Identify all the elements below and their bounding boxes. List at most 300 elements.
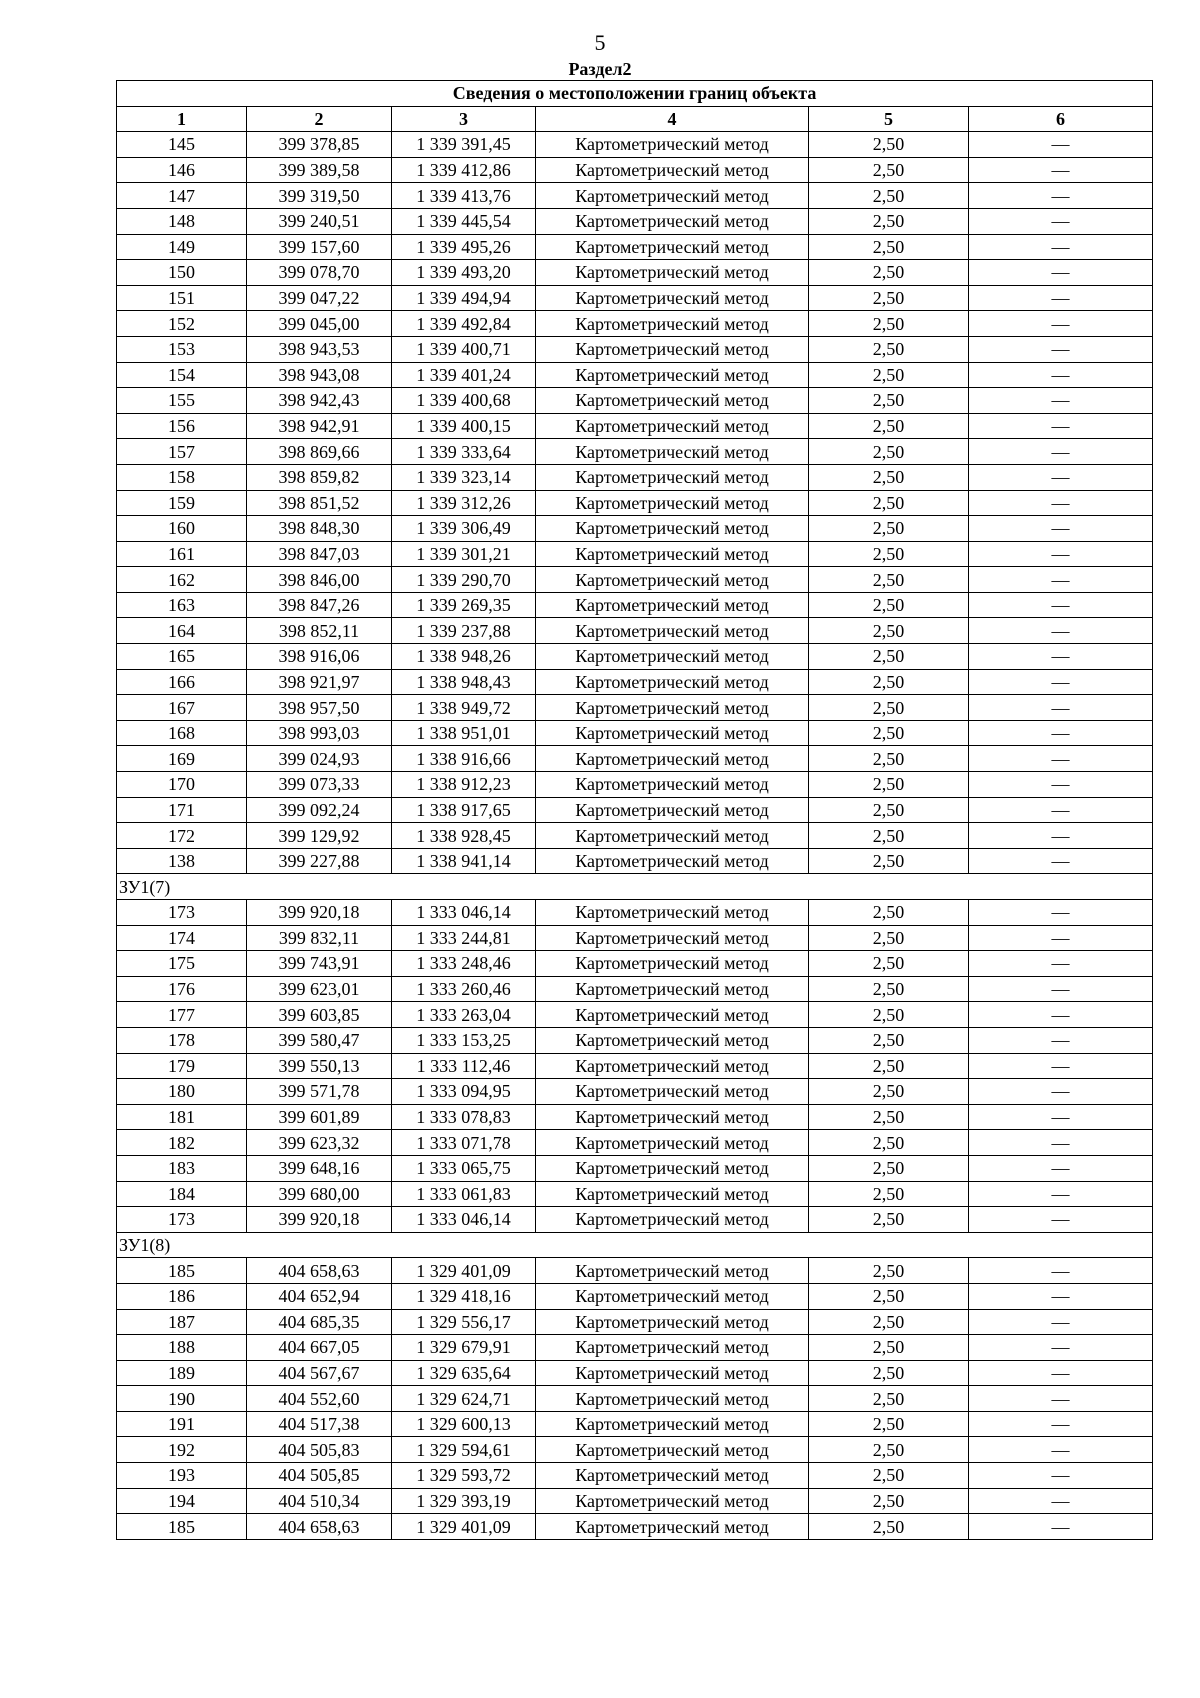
method-cell: Картометрический метод — [536, 1283, 809, 1309]
x-coordinate-cell: 404 658,63 — [247, 1258, 392, 1284]
table-row — [117, 285, 1153, 311]
description-cell: — — [969, 311, 1153, 337]
table-row — [117, 951, 1153, 977]
table-row — [117, 157, 1153, 183]
x-coordinate-cell: 399 601,89 — [247, 1104, 392, 1130]
method-cell: Картометрический метод — [536, 848, 809, 874]
y-coordinate-cell: 1 338 912,23 — [392, 772, 536, 798]
accuracy-cell: 2,50 — [809, 900, 969, 926]
table-row — [117, 848, 1153, 874]
method-cell: Картометрический метод — [536, 1207, 809, 1233]
point-number-cell: 177 — [117, 1002, 247, 1028]
point-number-cell: 175 — [117, 951, 247, 977]
point-number-cell: 192 — [117, 1437, 247, 1463]
table-row — [117, 823, 1153, 849]
method-cell: Картометрический метод — [536, 157, 809, 183]
y-coordinate-cell: 1 339 312,26 — [392, 490, 536, 516]
table-row — [117, 413, 1153, 439]
table-row — [117, 618, 1153, 644]
description-cell: — — [969, 1079, 1153, 1105]
x-coordinate-cell: 399 743,91 — [247, 951, 392, 977]
accuracy-cell: 2,50 — [809, 848, 969, 874]
x-coordinate-cell: 404 567,67 — [247, 1360, 392, 1386]
column-header: 3 — [392, 106, 536, 132]
accuracy-cell: 2,50 — [809, 1207, 969, 1233]
group-row — [117, 1232, 1153, 1258]
method-cell: Картометрический метод — [536, 1411, 809, 1437]
description-cell: — — [969, 1181, 1153, 1207]
description-cell: — — [969, 1207, 1153, 1233]
x-coordinate-cell: 398 921,97 — [247, 669, 392, 695]
table-row — [117, 1411, 1153, 1437]
y-coordinate-cell: 1 339 269,35 — [392, 592, 536, 618]
y-coordinate-cell: 1 333 046,14 — [392, 900, 536, 926]
description-cell: — — [969, 336, 1153, 362]
x-coordinate-cell: 398 942,43 — [247, 388, 392, 414]
point-number-cell: 151 — [117, 285, 247, 311]
accuracy-cell: 2,50 — [809, 1002, 969, 1028]
description-cell: — — [969, 1027, 1153, 1053]
method-cell: Картометрический метод — [536, 260, 809, 286]
table-row — [117, 772, 1153, 798]
y-coordinate-cell: 1 339 333,64 — [392, 439, 536, 465]
method-cell: Картометрический метод — [536, 1335, 809, 1361]
accuracy-cell: 2,50 — [809, 1411, 969, 1437]
y-coordinate-cell: 1 339 237,88 — [392, 618, 536, 644]
y-coordinate-cell: 1 333 263,04 — [392, 1002, 536, 1028]
description-cell: — — [969, 1104, 1153, 1130]
table-row — [117, 669, 1153, 695]
accuracy-cell: 2,50 — [809, 1079, 969, 1105]
y-coordinate-cell: 1 333 071,78 — [392, 1130, 536, 1156]
x-coordinate-cell: 398 942,91 — [247, 413, 392, 439]
accuracy-cell: 2,50 — [809, 388, 969, 414]
description-cell: — — [969, 669, 1153, 695]
table-row — [117, 1283, 1153, 1309]
x-coordinate-cell: 399 078,70 — [247, 260, 392, 286]
y-coordinate-cell: 1 329 594,61 — [392, 1437, 536, 1463]
method-cell: Картометрический метод — [536, 1514, 809, 1540]
point-number-cell: 167 — [117, 695, 247, 721]
point-number-cell: 154 — [117, 362, 247, 388]
table-row — [117, 1360, 1153, 1386]
table-row — [117, 464, 1153, 490]
table-row — [117, 1207, 1153, 1233]
point-number-cell: 172 — [117, 823, 247, 849]
method-cell: Картометрический метод — [536, 1053, 809, 1079]
y-coordinate-cell: 1 339 301,21 — [392, 541, 536, 567]
x-coordinate-cell: 399 648,16 — [247, 1155, 392, 1181]
point-number-cell: 166 — [117, 669, 247, 695]
x-coordinate-cell: 398 943,08 — [247, 362, 392, 388]
table-row — [117, 260, 1153, 286]
table-row — [117, 541, 1153, 567]
x-coordinate-cell: 398 847,03 — [247, 541, 392, 567]
point-number-cell: 185 — [117, 1514, 247, 1540]
description-cell: — — [969, 1309, 1153, 1335]
y-coordinate-cell: 1 329 393,19 — [392, 1488, 536, 1514]
accuracy-cell: 2,50 — [809, 695, 969, 721]
description-cell: — — [969, 720, 1153, 746]
accuracy-cell: 2,50 — [809, 1335, 969, 1361]
description-cell: — — [969, 695, 1153, 721]
description-cell: — — [969, 772, 1153, 798]
method-cell: Картометрический метод — [536, 413, 809, 439]
x-coordinate-cell: 398 851,52 — [247, 490, 392, 516]
table-row — [117, 362, 1153, 388]
y-coordinate-cell: 1 339 492,84 — [392, 311, 536, 337]
section-title: Раздел2 — [568, 59, 632, 79]
accuracy-cell: 2,50 — [809, 183, 969, 209]
description-cell: — — [969, 1514, 1153, 1540]
table-row — [117, 1104, 1153, 1130]
point-number-cell: 153 — [117, 336, 247, 362]
description-cell: — — [969, 618, 1153, 644]
x-coordinate-cell: 398 852,11 — [247, 618, 392, 644]
x-coordinate-cell: 399 920,18 — [247, 1207, 392, 1233]
x-coordinate-cell: 399 623,01 — [247, 976, 392, 1002]
point-number-cell: 185 — [117, 1258, 247, 1284]
x-coordinate-cell: 399 047,22 — [247, 285, 392, 311]
table-row — [117, 1463, 1153, 1489]
table-row — [117, 439, 1153, 465]
x-coordinate-cell: 399 024,93 — [247, 746, 392, 772]
description-cell: — — [969, 260, 1153, 286]
y-coordinate-cell: 1 329 679,91 — [392, 1335, 536, 1361]
accuracy-cell: 2,50 — [809, 951, 969, 977]
table-row — [117, 900, 1153, 926]
x-coordinate-cell: 399 580,47 — [247, 1027, 392, 1053]
accuracy-cell: 2,50 — [809, 618, 969, 644]
accuracy-cell: 2,50 — [809, 1053, 969, 1079]
y-coordinate-cell: 1 329 600,13 — [392, 1411, 536, 1437]
y-coordinate-cell: 1 333 112,46 — [392, 1053, 536, 1079]
y-coordinate-cell: 1 339 445,54 — [392, 208, 536, 234]
table-row — [117, 644, 1153, 670]
group-label: ЗУ1(8) — [117, 1232, 1153, 1258]
table-title: Сведения о местоположении границ объекта — [117, 81, 1153, 107]
accuracy-cell: 2,50 — [809, 413, 969, 439]
accuracy-cell: 2,50 — [809, 797, 969, 823]
point-number-cell: 171 — [117, 797, 247, 823]
x-coordinate-cell: 404 505,85 — [247, 1463, 392, 1489]
method-cell: Картометрический метод — [536, 1155, 809, 1181]
y-coordinate-cell: 1 333 248,46 — [392, 951, 536, 977]
y-coordinate-cell: 1 329 593,72 — [392, 1463, 536, 1489]
table-row — [117, 976, 1153, 1002]
accuracy-cell: 2,50 — [809, 592, 969, 618]
description-cell: — — [969, 1155, 1153, 1181]
point-number-cell: 169 — [117, 746, 247, 772]
accuracy-cell: 2,50 — [809, 1283, 969, 1309]
x-coordinate-cell: 398 993,03 — [247, 720, 392, 746]
y-coordinate-cell: 1 329 401,09 — [392, 1514, 536, 1540]
accuracy-cell: 2,50 — [809, 208, 969, 234]
table-row — [117, 311, 1153, 337]
accuracy-cell: 2,50 — [809, 336, 969, 362]
y-coordinate-cell: 1 338 949,72 — [392, 695, 536, 721]
x-coordinate-cell: 399 378,85 — [247, 132, 392, 158]
accuracy-cell: 2,50 — [809, 1386, 969, 1412]
method-cell: Картометрический метод — [536, 1027, 809, 1053]
x-coordinate-cell: 404 517,38 — [247, 1411, 392, 1437]
table-row — [117, 1258, 1153, 1284]
description-cell: — — [969, 1053, 1153, 1079]
method-cell: Картометрический метод — [536, 592, 809, 618]
description-cell: — — [969, 976, 1153, 1002]
description-cell: — — [969, 490, 1153, 516]
accuracy-cell: 2,50 — [809, 644, 969, 670]
description-cell: — — [969, 1258, 1153, 1284]
x-coordinate-cell: 398 846,00 — [247, 567, 392, 593]
table-row — [117, 1488, 1153, 1514]
table-row — [117, 1130, 1153, 1156]
group-label: ЗУ1(7) — [117, 874, 1153, 900]
method-cell: Картометрический метод — [536, 1258, 809, 1284]
y-coordinate-cell: 1 339 495,26 — [392, 234, 536, 260]
accuracy-cell: 2,50 — [809, 439, 969, 465]
point-number-cell: 173 — [117, 900, 247, 926]
table-row — [117, 1437, 1153, 1463]
method-cell: Картометрический метод — [536, 1079, 809, 1105]
y-coordinate-cell: 1 333 153,25 — [392, 1027, 536, 1053]
column-header: 6 — [969, 106, 1153, 132]
method-cell: Картометрический метод — [536, 362, 809, 388]
accuracy-cell: 2,50 — [809, 1437, 969, 1463]
accuracy-cell: 2,50 — [809, 1258, 969, 1284]
method-cell: Картометрический метод — [536, 925, 809, 951]
table-row — [117, 695, 1153, 721]
x-coordinate-cell: 399 603,85 — [247, 1002, 392, 1028]
description-cell: — — [969, 848, 1153, 874]
method-cell: Картометрический метод — [536, 1181, 809, 1207]
point-number-cell: 173 — [117, 1207, 247, 1233]
point-number-cell: 186 — [117, 1283, 247, 1309]
accuracy-cell: 2,50 — [809, 157, 969, 183]
point-number-cell: 170 — [117, 772, 247, 798]
y-coordinate-cell: 1 339 400,71 — [392, 336, 536, 362]
method-cell: Картометрический метод — [536, 951, 809, 977]
table-row — [117, 720, 1153, 746]
accuracy-cell: 2,50 — [809, 1181, 969, 1207]
accuracy-cell: 2,50 — [809, 132, 969, 158]
description-cell: — — [969, 746, 1153, 772]
accuracy-cell: 2,50 — [809, 1155, 969, 1181]
point-number-cell: 180 — [117, 1079, 247, 1105]
table-row — [117, 925, 1153, 951]
accuracy-cell: 2,50 — [809, 1104, 969, 1130]
x-coordinate-cell: 398 943,53 — [247, 336, 392, 362]
y-coordinate-cell: 1 339 323,14 — [392, 464, 536, 490]
x-coordinate-cell: 398 916,06 — [247, 644, 392, 670]
table-row — [117, 336, 1153, 362]
point-number-cell: 152 — [117, 311, 247, 337]
point-number-cell: 149 — [117, 234, 247, 260]
description-cell: — — [969, 1386, 1153, 1412]
y-coordinate-cell: 1 329 556,17 — [392, 1309, 536, 1335]
x-coordinate-cell: 399 680,00 — [247, 1181, 392, 1207]
accuracy-cell: 2,50 — [809, 669, 969, 695]
y-coordinate-cell: 1 339 401,24 — [392, 362, 536, 388]
table-row — [117, 1002, 1153, 1028]
y-coordinate-cell: 1 333 078,83 — [392, 1104, 536, 1130]
method-cell: Картометрический метод — [536, 797, 809, 823]
description-cell: — — [969, 388, 1153, 414]
x-coordinate-cell: 399 571,78 — [247, 1079, 392, 1105]
point-number-cell: 150 — [117, 260, 247, 286]
description-cell: — — [969, 951, 1153, 977]
y-coordinate-cell: 1 339 400,15 — [392, 413, 536, 439]
y-coordinate-cell: 1 339 494,94 — [392, 285, 536, 311]
point-number-cell: 162 — [117, 567, 247, 593]
description-cell: — — [969, 1130, 1153, 1156]
description-cell: — — [969, 183, 1153, 209]
table-row — [117, 1027, 1153, 1053]
description-cell: — — [969, 797, 1153, 823]
point-number-cell: 190 — [117, 1386, 247, 1412]
accuracy-cell: 2,50 — [809, 823, 969, 849]
description-cell: — — [969, 157, 1153, 183]
x-coordinate-cell: 399 920,18 — [247, 900, 392, 926]
method-cell: Картометрический метод — [536, 464, 809, 490]
description-cell: — — [969, 1437, 1153, 1463]
x-coordinate-cell: 404 652,94 — [247, 1283, 392, 1309]
method-cell: Картометрический метод — [536, 746, 809, 772]
y-coordinate-cell: 1 338 916,66 — [392, 746, 536, 772]
method-cell: Картометрический метод — [536, 1104, 809, 1130]
x-coordinate-cell: 404 658,63 — [247, 1514, 392, 1540]
accuracy-cell: 2,50 — [809, 490, 969, 516]
x-coordinate-cell: 399 073,33 — [247, 772, 392, 798]
table-row — [117, 1386, 1153, 1412]
point-number-cell: 160 — [117, 516, 247, 542]
accuracy-cell: 2,50 — [809, 720, 969, 746]
description-cell: — — [969, 439, 1153, 465]
description-cell: — — [969, 900, 1153, 926]
method-cell: Картометрический метод — [536, 1386, 809, 1412]
point-number-cell: 161 — [117, 541, 247, 567]
x-coordinate-cell: 399 319,50 — [247, 183, 392, 209]
table-row — [117, 1181, 1153, 1207]
method-cell: Картометрический метод — [536, 1488, 809, 1514]
description-cell: — — [969, 1360, 1153, 1386]
y-coordinate-cell: 1 338 948,26 — [392, 644, 536, 670]
table-row — [117, 1514, 1153, 1540]
y-coordinate-cell: 1 338 948,43 — [392, 669, 536, 695]
point-number-cell: 164 — [117, 618, 247, 644]
method-cell: Картометрический метод — [536, 285, 809, 311]
method-cell: Картометрический метод — [536, 900, 809, 926]
description-cell: — — [969, 1411, 1153, 1437]
accuracy-cell: 2,50 — [809, 516, 969, 542]
accuracy-cell: 2,50 — [809, 541, 969, 567]
point-number-cell: 156 — [117, 413, 247, 439]
point-number-cell: 147 — [117, 183, 247, 209]
method-cell: Картометрический метод — [536, 618, 809, 644]
accuracy-cell: 2,50 — [809, 976, 969, 1002]
method-cell: Картометрический метод — [536, 439, 809, 465]
boundary-coordinates-table — [116, 80, 1153, 1540]
point-number-cell: 187 — [117, 1309, 247, 1335]
x-coordinate-cell: 398 957,50 — [247, 695, 392, 721]
x-coordinate-cell: 398 859,82 — [247, 464, 392, 490]
accuracy-cell: 2,50 — [809, 772, 969, 798]
method-cell: Картометрический метод — [536, 1130, 809, 1156]
method-cell: Картометрический метод — [536, 1463, 809, 1489]
accuracy-cell: 2,50 — [809, 234, 969, 260]
method-cell: Картометрический метод — [536, 644, 809, 670]
y-coordinate-cell: 1 339 413,76 — [392, 183, 536, 209]
point-number-cell: 176 — [117, 976, 247, 1002]
method-cell: Картометрический метод — [536, 567, 809, 593]
y-coordinate-cell: 1 329 635,64 — [392, 1360, 536, 1386]
x-coordinate-cell: 399 389,58 — [247, 157, 392, 183]
x-coordinate-cell: 399 550,13 — [247, 1053, 392, 1079]
y-coordinate-cell: 1 339 391,45 — [392, 132, 536, 158]
point-number-cell: 146 — [117, 157, 247, 183]
y-coordinate-cell: 1 329 624,71 — [392, 1386, 536, 1412]
point-number-cell: 184 — [117, 1181, 247, 1207]
point-number-cell: 179 — [117, 1053, 247, 1079]
accuracy-cell: 2,50 — [809, 1360, 969, 1386]
x-coordinate-cell: 399 129,92 — [247, 823, 392, 849]
method-cell: Картометрический метод — [536, 490, 809, 516]
accuracy-cell: 2,50 — [809, 362, 969, 388]
x-coordinate-cell: 399 045,00 — [247, 311, 392, 337]
table-row — [117, 797, 1153, 823]
y-coordinate-cell: 1 333 046,14 — [392, 1207, 536, 1233]
y-coordinate-cell: 1 339 400,68 — [392, 388, 536, 414]
point-number-cell: 155 — [117, 388, 247, 414]
x-coordinate-cell: 404 667,05 — [247, 1335, 392, 1361]
point-number-cell: 194 — [117, 1488, 247, 1514]
point-number-cell: 174 — [117, 925, 247, 951]
method-cell: Картометрический метод — [536, 208, 809, 234]
table-row — [117, 516, 1153, 542]
table-row — [117, 388, 1153, 414]
point-number-cell: 163 — [117, 592, 247, 618]
y-coordinate-cell: 1 339 290,70 — [392, 567, 536, 593]
column-header: 1 — [117, 106, 247, 132]
point-number-cell: 188 — [117, 1335, 247, 1361]
method-cell: Картометрический метод — [536, 1309, 809, 1335]
y-coordinate-cell: 1 338 951,01 — [392, 720, 536, 746]
column-header: 2 — [247, 106, 392, 132]
method-cell: Картометрический метод — [536, 1360, 809, 1386]
method-cell: Картометрический метод — [536, 234, 809, 260]
table-row — [117, 132, 1153, 158]
point-number-cell: 181 — [117, 1104, 247, 1130]
x-coordinate-cell: 398 847,26 — [247, 592, 392, 618]
table-row — [117, 567, 1153, 593]
accuracy-cell: 2,50 — [809, 925, 969, 951]
y-coordinate-cell: 1 339 493,20 — [392, 260, 536, 286]
y-coordinate-cell: 1 338 941,14 — [392, 848, 536, 874]
method-cell: Картометрический метод — [536, 183, 809, 209]
method-cell: Картометрический метод — [536, 132, 809, 158]
y-coordinate-cell: 1 339 412,86 — [392, 157, 536, 183]
table-body — [117, 132, 1153, 1540]
method-cell: Картометрический метод — [536, 976, 809, 1002]
description-cell: — — [969, 1002, 1153, 1028]
point-number-cell: 189 — [117, 1360, 247, 1386]
table-row — [117, 746, 1153, 772]
method-cell: Картометрический метод — [536, 516, 809, 542]
description-cell: — — [969, 567, 1153, 593]
accuracy-cell: 2,50 — [809, 1309, 969, 1335]
y-coordinate-cell: 1 333 094,95 — [392, 1079, 536, 1105]
column-number-row — [117, 106, 1153, 132]
